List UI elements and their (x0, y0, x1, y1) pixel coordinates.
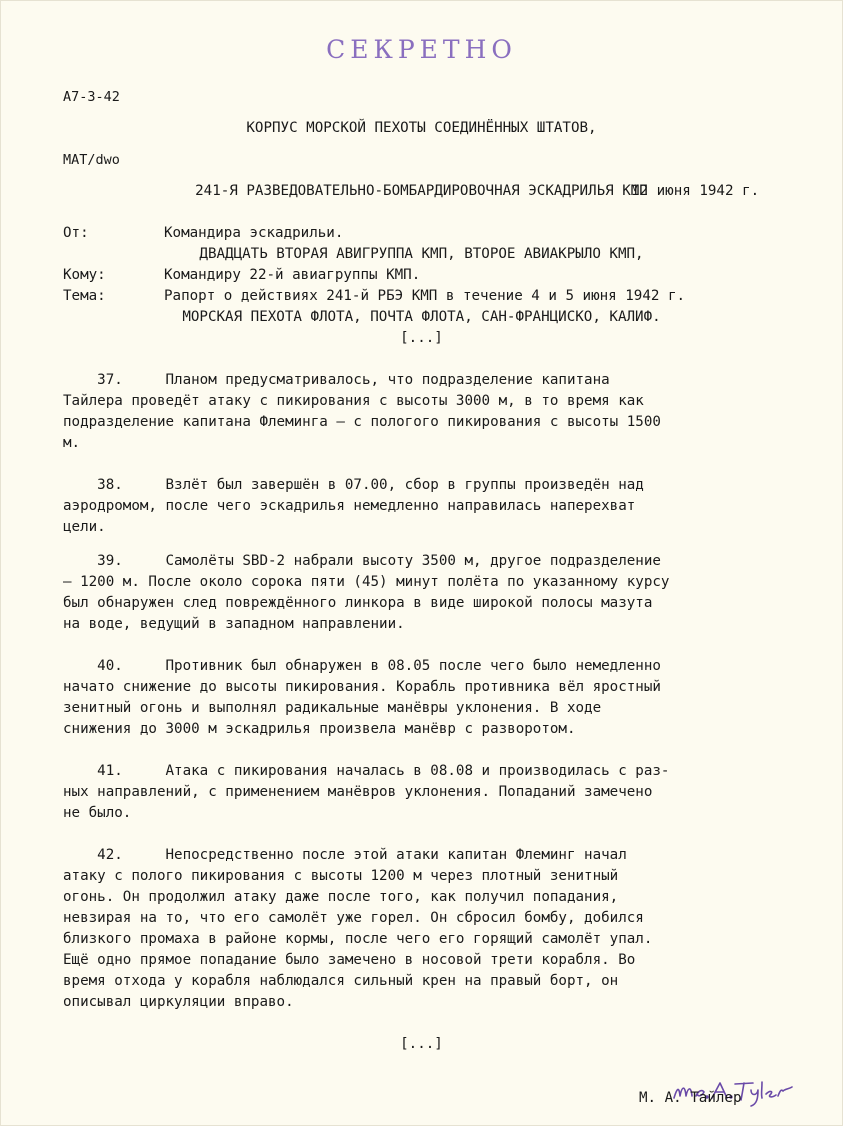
paragraph-line: время отхода у корабля наблюдался сильный крен на правый борт, он (63, 973, 619, 989)
omission-marker: [...] (400, 1036, 443, 1052)
paragraph-line: 37. Планом предусматривалось, что подразделение капитана (63, 372, 610, 388)
subject-value: Рапорт о действиях 241-й РБЭ КМП в течение 4 и 5 июня 1942 г. (164, 288, 686, 304)
paragraph-line: на воде, ведущий в западном направлении. (63, 616, 405, 632)
document-date: 12 июня 1942 г. (631, 183, 760, 199)
paragraph-line: м. (63, 435, 81, 451)
paragraph-line: снижения до 3000 м эскадрилья произвела манёвр с разворотом. (63, 721, 576, 737)
to-value: Командиру 22-й авиагруппы КМП. (164, 267, 421, 283)
to-label: Кому: (63, 267, 106, 283)
paragraph-line: цели. (63, 519, 106, 535)
paragraph-line: 41. Атака с пикирования началась в 08.08 и производилась с раз- (63, 763, 670, 779)
paragraph-line: 40. Противник был обнаружен в 08.05 после чего было немедленно (63, 658, 661, 674)
paragraph-line: невзирая на то, что его самолёт уже горел. Он сбросил бомбу, добился (63, 910, 644, 926)
paragraph-line: начато снижение до высоты пикирования. Корабль противника вёл яростный (63, 679, 661, 695)
omission-marker: [...] (400, 330, 443, 346)
paragraph-line: близкого промаха в районе кормы, после чего его горящий самолёт упал. (63, 931, 653, 947)
paragraph-line: описывал циркуляции вправо. (63, 994, 294, 1010)
paragraph-39 (63, 551, 783, 635)
letterhead-line: КОРПУС МОРСКОЙ ПЕХОТЫ СОЕДИНЁННЫХ ШТАТОВ, (246, 120, 597, 136)
paragraph-42 (63, 845, 783, 1013)
reference-code: А7-3-42 (63, 89, 120, 105)
classification-stamp: СЕКРЕТНО (326, 35, 517, 64)
paragraph-40 (63, 656, 783, 740)
paragraph-line: аэродромом, после чего эскадрилья немедленно направилась наперехват (63, 498, 636, 514)
paragraph-line: огонь. Он продолжил атаку даже после того, как получил попадания, (63, 889, 619, 905)
paragraph-line: Ещё одно прямое попадание было замечено в носовой трети корабля. Во (63, 952, 636, 968)
letterhead-line: ДВАДЦАТЬ ВТОРАЯ АВИГРУППА КМП, ВТОРОЕ АВИАКРЫЛО КМП, (199, 246, 644, 262)
paragraph-line: зенитный огонь и выполнял радикальные манёвры уклонения. В ходе (63, 700, 602, 716)
paragraph-line: подразделение капитана Флеминга – с пологого пикирования с высоты 1500 (63, 414, 661, 430)
paragraph-41 (63, 761, 783, 824)
subject-label: Тема: (63, 288, 106, 304)
paragraph-line: 42. Непосредственно после этой атаки капитан Флеминг начал (63, 847, 627, 863)
paragraph-line: 39. Самолёты SBD-2 набрали высоту 3500 м, другое подразделение (63, 553, 661, 569)
paragraph-line: ных направлений, с применением манёвров уклонения. Попаданий замечено (63, 784, 653, 800)
from-label: От: (63, 225, 89, 241)
letterhead-line: МОРСКАЯ ПЕХОТА ФЛОТА, ПОЧТА ФЛОТА, САН-ФРАНЦИСКО, КАЛИФ. (182, 309, 661, 325)
paragraph-line: не было. (63, 805, 132, 821)
paragraph-line: Тайлера проведёт атаку с пикирования с высоты 3000 м, в то время как (63, 393, 644, 409)
letterhead (1, 76, 842, 370)
paragraph-line: – 1200 м. После около сорока пяти (45) минут полёта по указанному курсу (63, 574, 670, 590)
signatory-name: М. А. Тайлер (639, 1090, 742, 1106)
paragraph-line: был обнаружен след повреждённого линкора в виде широкой полосы мазута (63, 595, 653, 611)
reference-initials: MAT/dwo (63, 152, 120, 168)
paragraph-37 (63, 370, 783, 454)
from-value: Командира эскадрильи. (164, 225, 344, 241)
paragraph-line: 38. Взлёт был завершён в 07.00, сбор в группы произведён над (63, 477, 644, 493)
paragraph-38 (63, 475, 783, 538)
letterhead-line: 241-Я РАЗВЕДОВАТЕЛЬНО-БОМБАРДИРОВОЧНАЯ ЭСКАДРИЛЬЯ КМП (195, 183, 648, 199)
paragraph-line: атаку с полого пикирования с высоты 1200 м через плотный зенитный (63, 868, 619, 884)
